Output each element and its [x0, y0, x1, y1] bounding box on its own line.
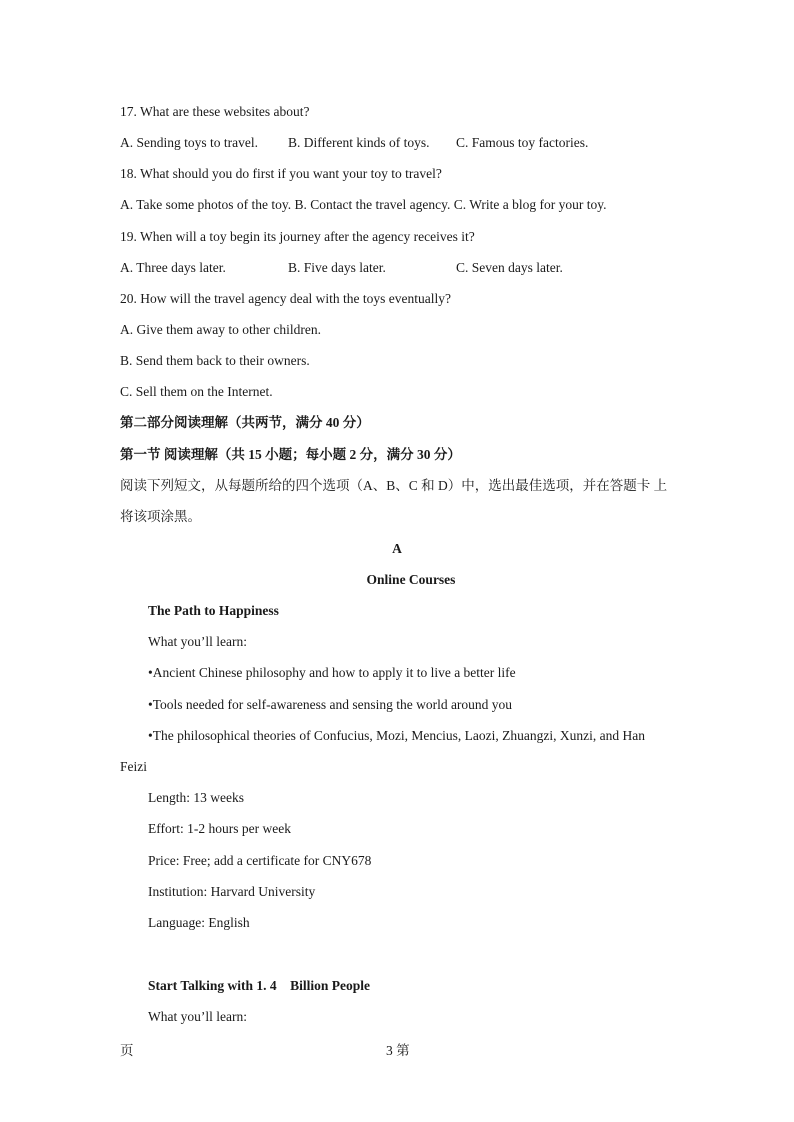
course-1-bullet-3: •The philosophical theories of Confucius, Mozi, Mencius, Laozi, Zhuangzi, Xunzi, and Han: [148, 728, 645, 743]
course-1-effort: Effort: 1-2 hours per week: [148, 821, 291, 836]
course-2-name: Start Talking with 1. 4 Billion People: [148, 978, 371, 993]
question-20-option-c: C. Sell them on the Internet.: [120, 384, 273, 399]
question-19-option-b: B. Five days later.: [288, 260, 386, 275]
question-18-options: A. Take some photos of the toy. B. Contact the travel agency. C. Write a blog for your toy.: [120, 197, 607, 212]
passage-letter: A: [392, 541, 402, 556]
part-heading: 第二部分阅读理解（共两节，满分 40 分）: [120, 415, 370, 430]
course-2-learn-label: What you’ll learn:: [148, 1009, 247, 1024]
course-1-institution: Institution: Harvard University: [148, 884, 316, 899]
question-18-stem: 18. What should you do first if you want your toy to travel?: [120, 166, 442, 181]
course-1-learn-label: What you’ll learn:: [148, 634, 247, 649]
instructions-line-1: 阅读下列短文，从每题所给的四个选项（A、B、C 和 D）中，选出最佳选项，并在答题卡 上: [120, 478, 668, 493]
question-17-option-b: B. Different kinds of toys.: [288, 135, 430, 150]
course-1-bullet-1: •Ancient Chinese philosophy and how to apply it to live a better life: [148, 665, 516, 680]
question-20-option-b: B. Send them back to their owners.: [120, 353, 310, 368]
question-19-option-a: A. Three days later.: [120, 260, 226, 275]
question-19-stem: 19. When will a toy begin its journey after the agency receives it?: [120, 229, 475, 244]
question-17-option-c: C. Famous toy factories.: [456, 135, 589, 150]
instructions-line-2: 将该项涂黑。: [120, 509, 201, 524]
course-1-price: Price: Free; add a certificate for CNY678: [148, 853, 372, 868]
question-19-options: [120, 259, 680, 277]
question-17-option-a: A. Sending toys to travel.: [120, 135, 258, 150]
course-1-name: The Path to Happiness: [148, 603, 279, 618]
question-17-options: [120, 134, 680, 152]
passage-title: Online Courses: [366, 572, 456, 587]
course-1-language: Language: English: [148, 915, 250, 930]
question-19-option-c: C. Seven days later.: [456, 260, 563, 275]
question-17-stem: 17. What are these websites about?: [120, 104, 310, 119]
question-20-stem: 20. How will the travel agency deal with the toys eventually?: [120, 291, 452, 306]
section-heading: 第一节 阅读理解（共 15 小题；每小题 2 分，满分 30 分）: [120, 447, 461, 462]
course-1-length: Length: 13 weeks: [148, 790, 244, 805]
footer-page-number: 3 第: [386, 1043, 410, 1058]
course-1-bullet-3-wrap: Feizi: [120, 759, 147, 774]
course-1-bullet-2: •Tools needed for self-awareness and sensing the world around you: [148, 697, 513, 712]
question-20-option-a: A. Give them away to other children.: [120, 322, 321, 337]
footer-left: 页: [120, 1043, 134, 1058]
